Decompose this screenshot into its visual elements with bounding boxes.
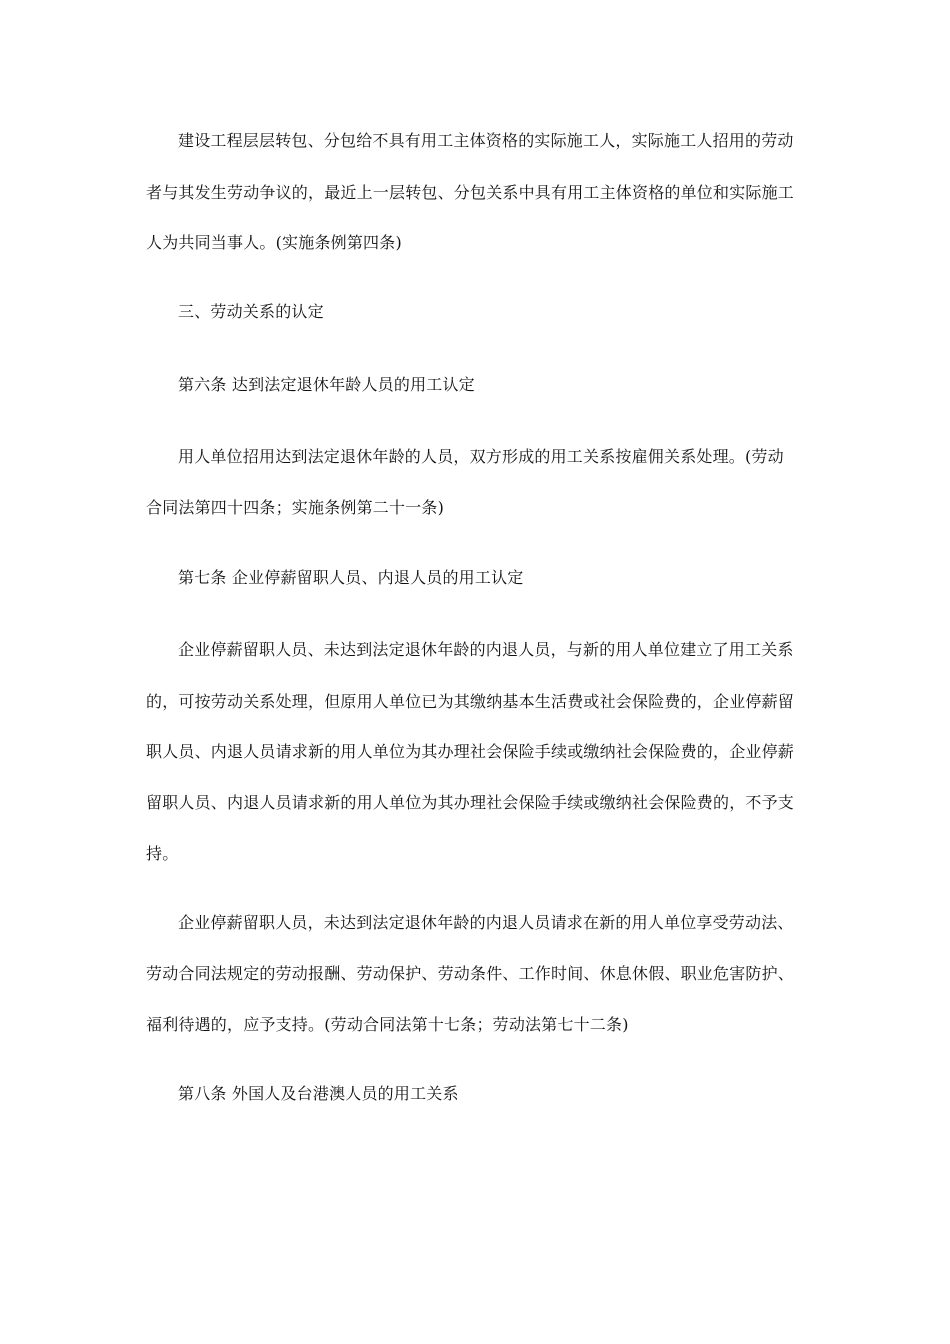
article-8-heading: 第八条 外国人及台港澳人员的用工关系 xyxy=(178,1084,459,1103)
paragraph-4-line-3: 福利待遇的，应予支持。(劳动合同法第十七条；劳动法第七十二条) xyxy=(146,1015,629,1034)
section-heading: 三、劳动关系的认定 xyxy=(178,302,324,321)
paragraph-3-line-4: 留职人员、内退人员请求新的用人单位为其办理社会保险手续或缴纳社会保险费的，不予支 xyxy=(146,793,795,812)
paragraph-3-line-1: 企业停薪留职人员、未达到法定退休年龄的内退人员，与新的用人单位建立了用工关系 xyxy=(178,640,794,659)
paragraph-1-line-1: 建设工程层层转包、分包给不具有用工主体资格的实际施工人，实际施工人招用的劳动 xyxy=(178,131,794,150)
paragraph-2-line-1: 用人单位招用达到法定退休年龄的人员，双方形成的用工关系按雇佣关系处理。(劳动 xyxy=(178,447,784,466)
paragraph-4-line-1: 企业停薪留职人员，未达到法定退休年龄的内退人员请求在新的用人单位享受劳动法、 xyxy=(178,913,794,932)
paragraph-1-line-2: 者与其发生劳动争议的，最近上一层转包、分包关系中具有用工主体资格的单位和实际施工 xyxy=(146,183,795,202)
article-6-heading: 第六条 达到法定退休年龄人员的用工认定 xyxy=(178,375,475,394)
paragraph-1-line-3: 人为共同当事人。(实施条例第四条) xyxy=(146,233,402,252)
paragraph-3-line-2: 的，可按劳动关系处理，但原用人单位已为其缴纳基本生活费或社会保险费的，企业停薪留 xyxy=(146,692,795,711)
article-7-heading: 第七条 企业停薪留职人员、内退人员的用工认定 xyxy=(178,568,524,587)
paragraph-3-line-3: 职人员、内退人员请求新的用人单位为其办理社会保险手续或缴纳社会保险费的，企业停薪 xyxy=(146,742,795,761)
paragraph-3-line-5: 持。 xyxy=(146,844,179,863)
paragraph-2-line-2: 合同法第四十四条；实施条例第二十一条) xyxy=(146,498,445,517)
paragraph-4-line-2: 劳动合同法规定的劳动报酬、劳动保护、劳动条件、工作时间、休息休假、职业危害防护、 xyxy=(146,964,795,983)
